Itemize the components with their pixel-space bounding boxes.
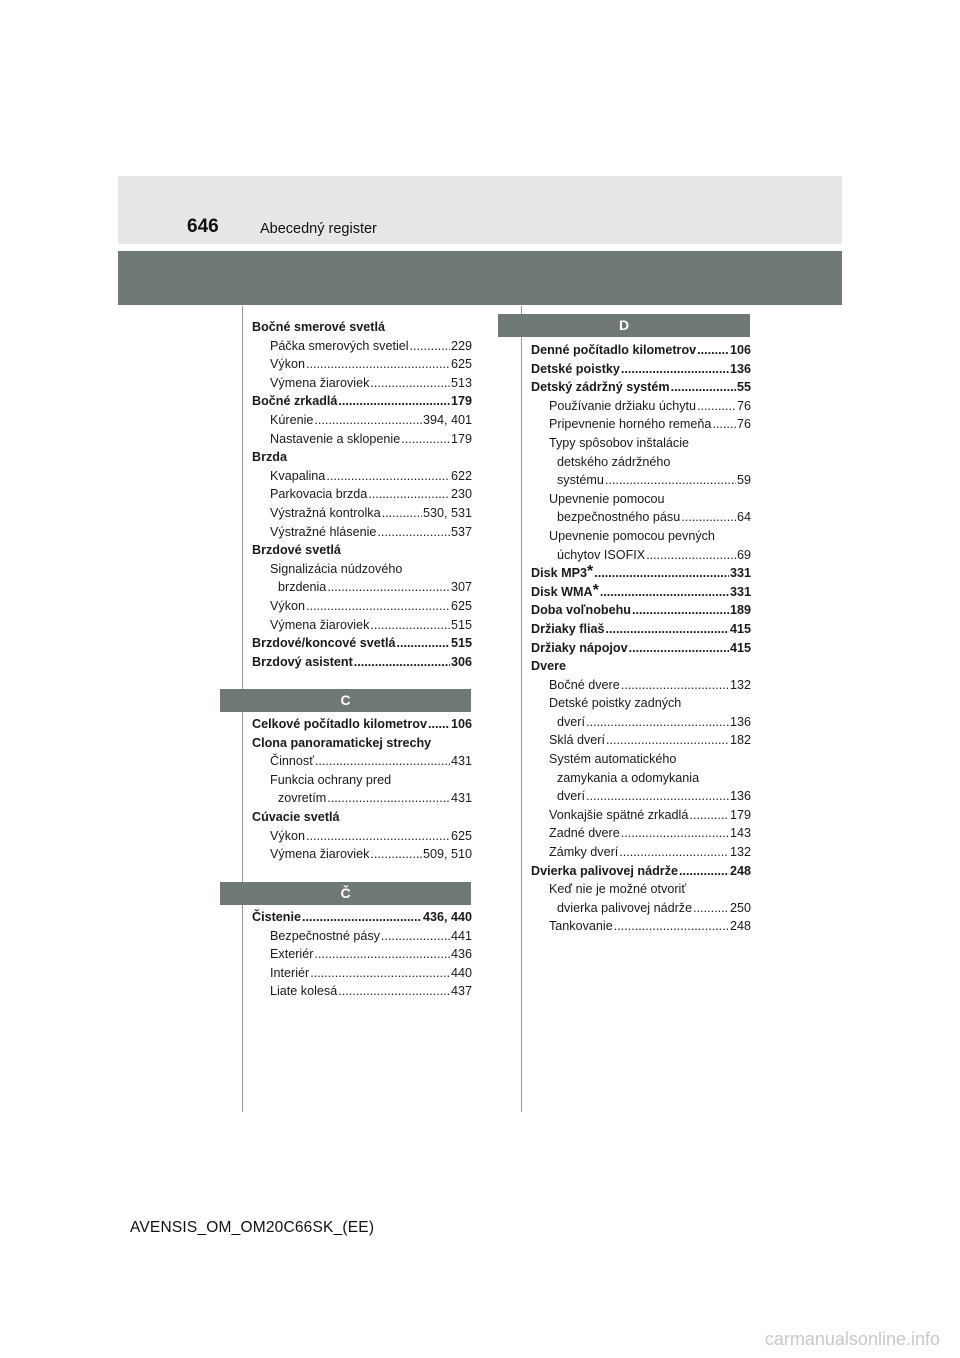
index-entry: [531, 415, 751, 434]
entry-term: Bezpečnostné pásy: [270, 928, 380, 943]
entry-term: Detské poistky zadných: [549, 696, 682, 711]
index-entry: [252, 411, 472, 430]
entry-page: 132: [729, 677, 751, 692]
entry-page: 436: [450, 947, 472, 962]
entry-page: 440: [450, 965, 472, 980]
leader-dots: [397, 634, 450, 653]
entry-term: Clona panoramatickej strechy: [252, 735, 432, 750]
index-entry: [252, 467, 472, 486]
entry-page: 229: [450, 338, 472, 353]
index-entry: [531, 601, 751, 620]
leader-dots: [410, 337, 450, 356]
section-header-cz: Č: [220, 882, 471, 905]
index-entry: [531, 694, 751, 713]
index-entry: [252, 374, 472, 393]
index-entry: [531, 639, 751, 658]
leader-dots: [327, 578, 450, 597]
index-entry: [531, 471, 751, 490]
entry-page: 132: [729, 845, 751, 860]
entry-term: Doba voľnobehu: [531, 603, 631, 618]
index-entry: [531, 750, 751, 769]
index-entry: [531, 657, 751, 676]
entry-term: Keď nie je možné otvoriť: [549, 882, 687, 897]
entry-term: Výkon: [270, 598, 306, 613]
entry-term: bezpečnostného pásu: [557, 510, 681, 525]
entry-term: Výmena žiaroviek: [270, 617, 370, 632]
entry-term: Výmena žiaroviek: [270, 847, 370, 862]
index-entry: [252, 392, 472, 411]
entry-term: Interiér: [270, 965, 310, 980]
entry-page: 394, 401: [422, 412, 472, 427]
leader-dots: [689, 806, 729, 825]
index-entry: Disk WMA * ..... 331: [531, 583, 751, 602]
index-entry: [252, 541, 472, 560]
leader-dots: [306, 827, 450, 846]
leader-dots: [605, 471, 736, 490]
leader-dots: [306, 597, 450, 616]
entry-term: systému: [557, 473, 604, 488]
entry-page: 515: [450, 617, 472, 632]
entry-page: 250: [729, 900, 751, 915]
entry-page: 331: [729, 584, 751, 599]
entry-term: úchytov ISOFIX: [557, 547, 646, 562]
index-entry: [252, 827, 472, 846]
entry-term: Brzdový asistent: [252, 654, 353, 669]
index-entry: [531, 620, 751, 639]
entry-page: 143: [729, 826, 751, 841]
entry-term: Činnosť: [270, 754, 314, 769]
entry-term: Tankovanie: [549, 919, 613, 934]
index-entry: [252, 597, 472, 616]
leader-dots: [327, 789, 450, 808]
index-entry: [252, 337, 472, 356]
entry-term: Držiaky fliaš: [531, 621, 605, 636]
index-entry: [531, 731, 751, 750]
entry-term: brzdenia: [278, 580, 327, 595]
entry-term: Brzda: [252, 450, 287, 465]
index-entry: [252, 845, 472, 864]
leader-dots: [606, 731, 729, 750]
leader-dots: [619, 843, 729, 862]
entry-page: 331: [729, 566, 751, 581]
index-entry: [252, 789, 472, 808]
index-entry: [531, 508, 751, 527]
entry-term: Sklá dverí: [549, 733, 605, 748]
entry-page: 106: [729, 343, 751, 357]
entry-page: 415: [729, 640, 751, 655]
entry-term: Brzdové/koncové svetlá: [252, 636, 396, 651]
leader-dots: [621, 824, 729, 843]
index-entry: [252, 430, 472, 449]
leader-dots: [681, 508, 736, 527]
leader-dots: [671, 378, 736, 397]
entry-page: 530, 531: [422, 505, 472, 520]
index-list-b: [252, 318, 472, 671]
entry-page: 248: [729, 863, 751, 878]
header-band: [118, 176, 842, 244]
entry-term: Detský zádržný systém: [531, 380, 670, 395]
leader-dots: [614, 917, 729, 936]
entry-term: zamykania a odomykania: [557, 770, 700, 785]
entry-term: Kúrenie: [270, 412, 314, 427]
page-number: 646: [187, 216, 219, 237]
index-entry: Disk MP3 * ..... 331: [531, 564, 751, 583]
entry-term: Funkcia ochrany pred: [270, 772, 392, 787]
entry-term: Celkové počítadlo kilometrov: [252, 717, 427, 731]
index-entry: [252, 945, 472, 964]
leader-dots: [370, 374, 450, 393]
leader-dots: [338, 392, 450, 411]
entry-term: Dvierka palivovej nádrže: [531, 863, 678, 878]
index-entry: [531, 843, 751, 862]
entry-term: Vonkajšie spätné zrkadlá: [549, 807, 689, 822]
section-header-c: C: [220, 689, 471, 712]
entry-page: 307: [450, 580, 472, 595]
entry-term: Cúvacie svetlá: [252, 809, 340, 824]
leader-dots: [370, 845, 422, 864]
entry-term: detského zádržného: [557, 454, 671, 469]
leader-dots: [697, 341, 729, 360]
entry-term: dverí: [557, 714, 585, 729]
entry-page: 76: [736, 417, 751, 432]
entry-page: 136: [729, 789, 751, 804]
leader-dots: [377, 523, 450, 542]
entry-page: 437: [450, 984, 472, 999]
leader-dots: [679, 862, 729, 881]
leader-dots: [310, 964, 450, 983]
index-list-c: [252, 715, 472, 864]
entry-page: 230: [450, 487, 472, 502]
entry-page: 248: [729, 919, 751, 934]
leader-dots: [606, 620, 729, 639]
entry-term: Typy spôsobov inštalácie: [549, 435, 690, 450]
entry-term: Držiaky nápojov: [531, 640, 628, 655]
index-entry: [531, 917, 751, 936]
section-title: Abecedný register: [260, 221, 377, 237]
index-entry: [252, 560, 472, 579]
entry-page: 182: [729, 733, 751, 748]
entry-page: 136: [729, 361, 751, 376]
entry-page: 69: [736, 547, 751, 562]
index-entry: [252, 982, 472, 1001]
index-entry: [531, 806, 751, 825]
index-entry: [531, 546, 751, 565]
index-entry: [252, 808, 472, 827]
entry-page: 431: [450, 791, 472, 806]
index-entry: [531, 527, 751, 546]
index-entry: [531, 769, 751, 788]
leader-dots: [314, 945, 450, 964]
index-entry: [531, 862, 751, 881]
leader-dots: [354, 653, 450, 672]
entry-page: 625: [450, 357, 472, 372]
entry-term: Bočné zrkadlá: [252, 394, 338, 409]
index-entry: [252, 964, 472, 983]
entry-page: 189: [729, 603, 751, 618]
leader-dots: [594, 564, 729, 583]
index-entry: [531, 787, 751, 806]
entry-term: Zadné dvere: [549, 826, 620, 841]
entry-term: Kvapalina: [270, 468, 326, 483]
entry-term: Detské poistky: [531, 361, 620, 376]
entry-page: 625: [450, 828, 472, 843]
index-entry: [252, 578, 472, 597]
index-entry: [252, 653, 472, 672]
entry-page: 306: [450, 654, 472, 669]
entry-term: Výmena žiaroviek: [270, 375, 370, 390]
leader-dots: [370, 616, 450, 635]
entry-page: 179: [450, 394, 472, 409]
entry-page: 431: [450, 754, 472, 769]
index-entry: [252, 355, 472, 374]
index-entry: [252, 752, 472, 771]
index-entry: [252, 734, 472, 753]
leader-dots: [315, 752, 450, 771]
entry-term: Výkon: [270, 357, 306, 372]
index-entry: [531, 341, 751, 360]
index-list-cz: [252, 908, 472, 1001]
entry-page: 179: [729, 807, 751, 822]
entry-term: Výstražné hlásenie: [270, 524, 377, 539]
entry-page: 622: [450, 468, 472, 483]
right-column-rule: [521, 306, 522, 1112]
entry-term: dvierka palivovej nádrže: [557, 900, 693, 915]
entry-term: Pripevnenie horného remeňa: [549, 417, 712, 432]
leader-dots: [712, 415, 736, 434]
header-dark-band: [118, 251, 842, 305]
entry-term: Disk MP3: [531, 566, 587, 581]
leader-dots: [629, 639, 729, 658]
entry-page: 625: [450, 598, 472, 613]
leader-dots: [302, 908, 422, 927]
index-entry: [252, 715, 472, 734]
entry-term: Exteriér: [270, 947, 314, 962]
entry-page: 136: [729, 714, 751, 729]
leader-dots: [381, 927, 450, 946]
entry-page: 59: [736, 473, 751, 488]
entry-term: Bočné smerové svetlá: [252, 320, 386, 334]
entry-term: Upevnenie pomocou pevných: [549, 528, 715, 543]
entry-term: Čistenie: [252, 910, 301, 924]
leader-dots: [306, 355, 450, 374]
index-entry: [531, 378, 751, 397]
leader-dots: [326, 467, 450, 486]
entry-term: zovretím: [278, 791, 327, 806]
entry-term: Upevnenie pomocou: [549, 491, 665, 506]
leader-dots: [621, 676, 729, 695]
entry-page: 76: [736, 398, 751, 413]
entry-term: dverí: [557, 789, 585, 804]
entry-page: 64: [736, 510, 751, 525]
index-entry: [252, 616, 472, 635]
document-code: AVENSIS_OM_OM20C66SK_(EE): [130, 1219, 375, 1236]
entry-term: Výstražná kontrolka: [270, 505, 381, 520]
leader-dots: [697, 397, 736, 416]
entry-term: Denné počítadlo kilometrov: [531, 343, 697, 357]
index-entry: [252, 448, 472, 467]
leader-dots: [314, 411, 422, 430]
entry-term: Dvere: [531, 659, 567, 674]
entry-term: Disk WMA: [531, 584, 593, 599]
entry-page: 441: [450, 928, 472, 943]
entry-page: 436, 440: [422, 910, 472, 924]
index-entry: [531, 713, 751, 732]
index-entry: [252, 908, 472, 927]
index-entry: [252, 485, 472, 504]
leader-dots: [693, 899, 729, 918]
index-list-d: [531, 341, 751, 936]
entry-page: 415: [729, 621, 751, 636]
index-entry: [531, 397, 751, 416]
entry-term: Systém automatického: [549, 752, 677, 767]
leader-dots: [428, 715, 450, 734]
entry-term: Signalizácia núdzového: [270, 561, 403, 576]
index-entry: [531, 880, 751, 899]
index-entry: [252, 318, 472, 337]
entry-term: Používanie držiaku úchytu: [549, 398, 697, 413]
entry-page: 513: [450, 375, 472, 390]
entry-page: 509, 510: [422, 847, 472, 862]
entry-page: 179: [450, 431, 472, 446]
leader-dots: [621, 360, 729, 379]
entry-term: Liate kolesá: [270, 984, 338, 999]
leader-dots: [600, 583, 729, 602]
index-entry: [252, 771, 472, 790]
index-entry: [252, 523, 472, 542]
leader-dots: [646, 546, 736, 565]
leader-dots: [586, 787, 729, 806]
entry-term: Brzdové svetlá: [252, 543, 341, 558]
leader-dots: [401, 430, 450, 449]
entry-term: Páčka smerových svetiel: [270, 338, 409, 353]
entry-term: Nastavenie a sklopenie: [270, 431, 401, 446]
entry-term: Bočné dvere: [549, 677, 620, 692]
index-entry: [531, 899, 751, 918]
leader-dots: [586, 713, 729, 732]
index-entry: [531, 453, 751, 472]
entry-page: 515: [450, 636, 472, 651]
index-entry: [252, 634, 472, 653]
leader-dots: [632, 601, 729, 620]
entry-term: Parkovacia brzda: [270, 487, 368, 502]
index-entry: [531, 434, 751, 453]
leader-dots: [382, 504, 422, 523]
leader-dots: [338, 982, 450, 1001]
entry-page: 106: [450, 717, 472, 731]
index-entry: [531, 824, 751, 843]
leader-dots: [368, 485, 450, 504]
section-header-d: D: [498, 314, 750, 337]
entry-term: Zámky dverí: [549, 845, 619, 860]
entry-page: 537: [450, 524, 472, 539]
index-entry: [531, 360, 751, 379]
index-entry: [252, 927, 472, 946]
watermark: carmanualsonline.info: [764, 1329, 940, 1349]
entry-term: Výkon: [270, 828, 306, 843]
entry-page: 55: [736, 380, 751, 395]
index-entry: [252, 504, 472, 523]
index-entry: [531, 676, 751, 695]
index-entry: [531, 490, 751, 509]
